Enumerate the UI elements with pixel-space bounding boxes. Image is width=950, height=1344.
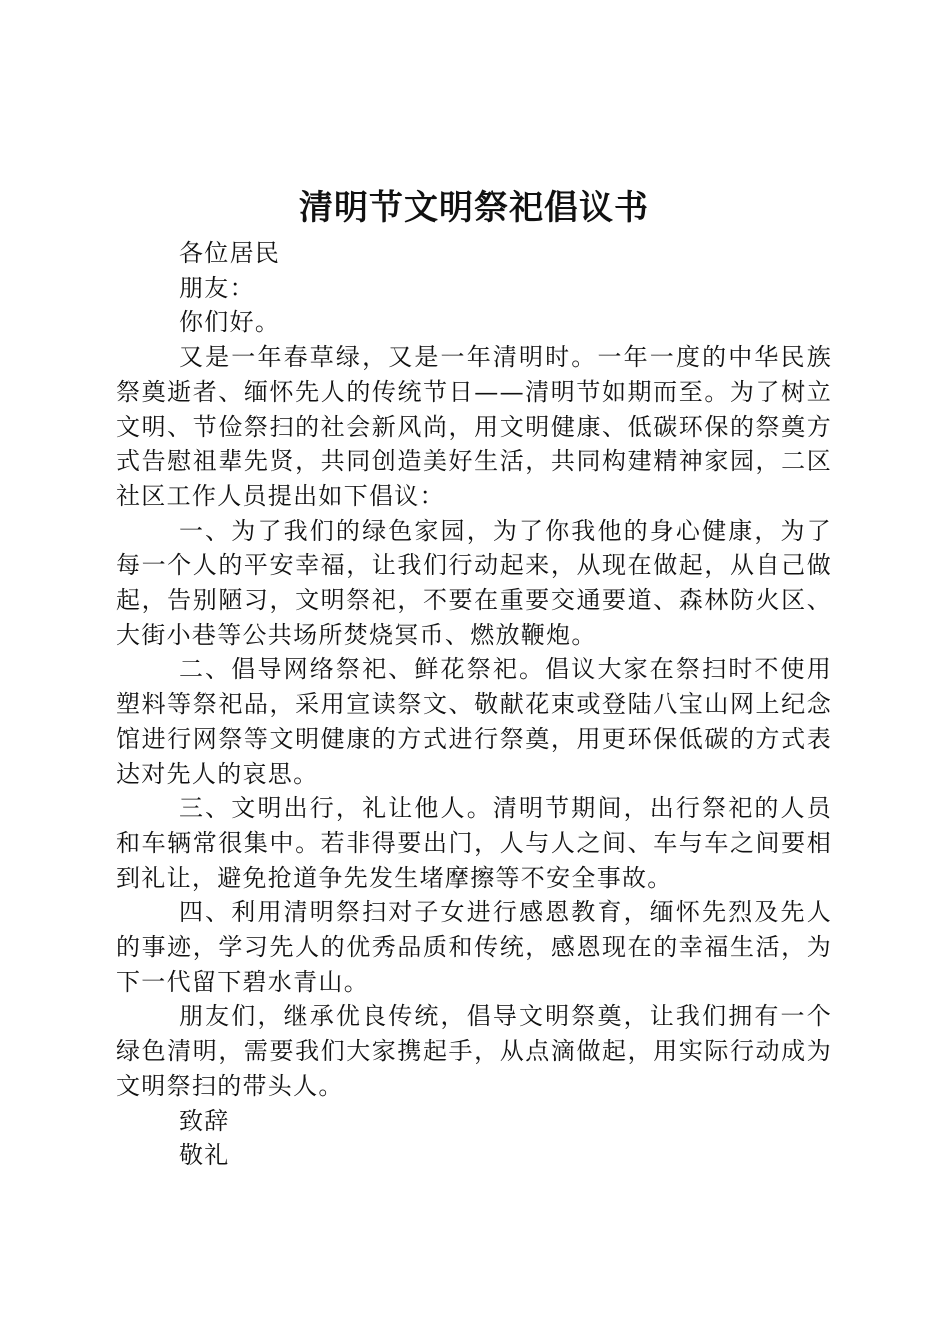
paragraph-item-4: 四、利用清明祭扫对子女进行感恩教育，缅怀先烈及先人的事迹，学习先人的优秀品质和传统，感恩现在的幸福生活，为下一代留下碧水青山。 bbox=[116, 898, 832, 996]
document-body bbox=[116, 236, 832, 1173]
paragraph-item-3: 三、文明出行，礼让他人。清明节期间，出行祭祀的人员和车辆常很集中。若非得要出门，人与人之间、车与车之间要相到礼让，避免抢道争先发生堵摩擦等不安全事故。 bbox=[116, 794, 832, 892]
paragraph-conclusion: 朋友们，继承优良传统，倡导文明祭奠，让我们拥有一个绿色清明，需要我们大家携起手，从点滴做起，用实际行动成为文明祭扫的带头人。 bbox=[116, 1002, 832, 1100]
closing-line-1: 致辞 bbox=[179, 1106, 230, 1135]
greeting-line: 你们好。 bbox=[179, 308, 281, 337]
paragraph-item-1: 一、为了我们的绿色家园，为了你我他的身心健康，为了每一个人的平安幸福，让我们行动起来，从现在做起，从自己做起，告别陋习，文明祭祀，不要在重要交通要道、森林防火区、大街小巷等公共场所焚烧冥币、燃放鞭炮。 bbox=[116, 516, 832, 649]
salutation-line-2: 朋友： bbox=[179, 273, 255, 302]
salutation-line-1: 各位居民 bbox=[179, 239, 281, 267]
paragraph-item-2: 二、倡导网络祭祀、鲜花祭祀。倡议大家在祭扫时不使用塑料等祭祀品，采用宣读祭文、敬献花束或登陆八宝山网上纪念馆进行网祭等文明健康的方式进行祭奠，用更环保低碳的方式表达对先人的哀思。 bbox=[116, 655, 832, 788]
paragraph-intro: 又是一年春草绿，又是一年清明时。一年一度的中华民族祭奠逝者、缅怀先人的传统节日——清明节如期而至。为了树立文明、节俭祭扫的社会新风尚，用文明健康、低碳环保的祭奠方式告慰祖辈先贤，共同创造美好生活，共同构建精神家园，二区社区工作人员提出如下倡议： bbox=[116, 343, 832, 510]
closing-line-2: 敬礼 bbox=[179, 1141, 230, 1170]
document-title: 清明节文明祭祀倡议书 bbox=[299, 188, 649, 228]
